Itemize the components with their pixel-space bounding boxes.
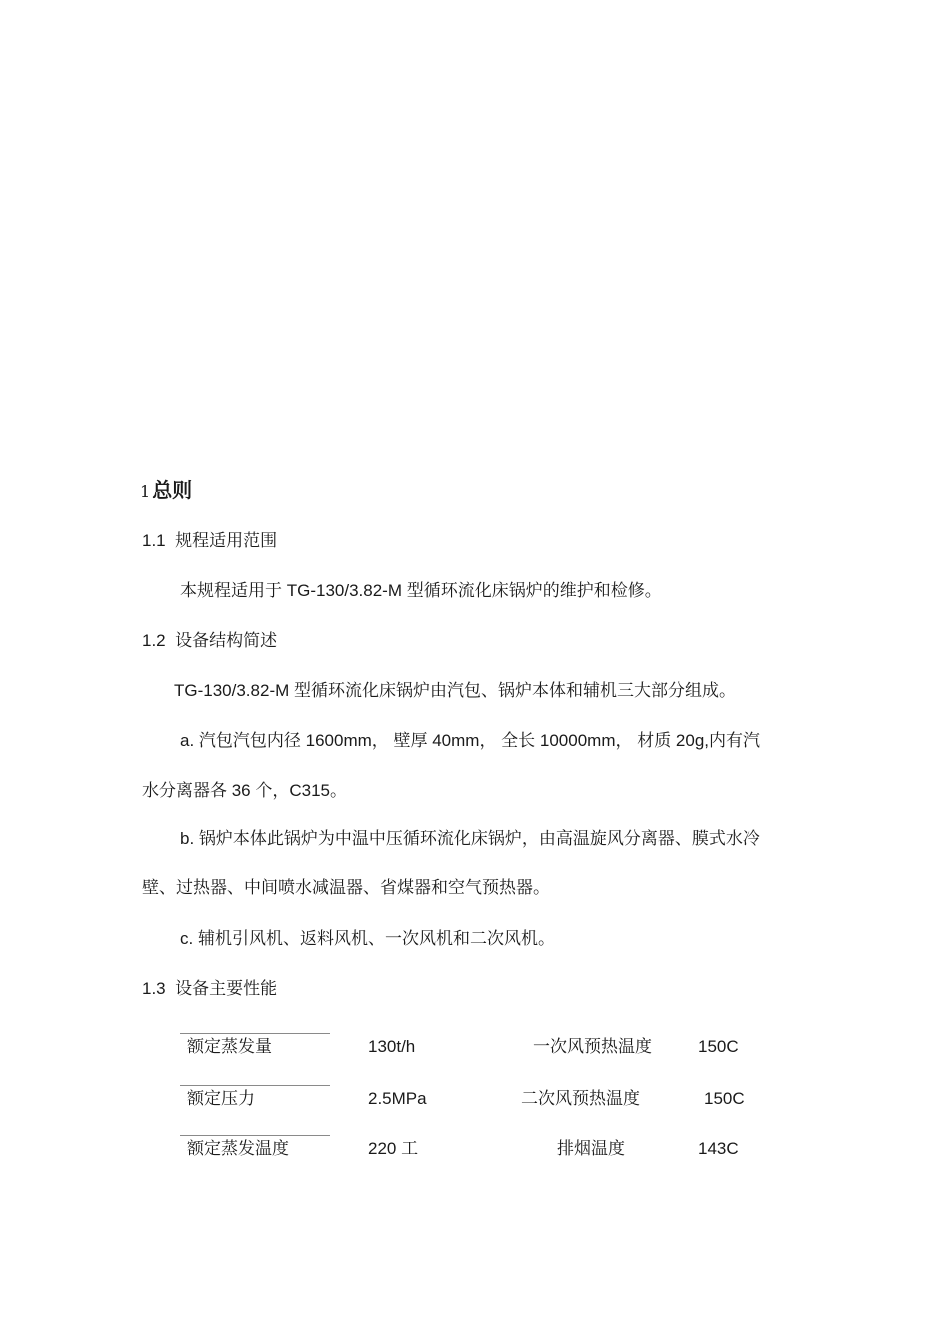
performance-label-left: 额定蒸发量 xyxy=(187,1037,272,1056)
row-divider xyxy=(180,1033,330,1034)
row-divider xyxy=(180,1135,330,1136)
performance-value-right: 143C xyxy=(698,1139,739,1158)
performance-label-left: 额定蒸发温度 xyxy=(187,1139,289,1158)
performance-value-left: 2.5MPa xyxy=(368,1089,427,1108)
paragraph-item-b-line2: 壁、过热器、中间喷水减温器、省煤器和空气预热器。 xyxy=(142,878,550,897)
performance-value-right: 150C xyxy=(704,1089,745,1108)
section-title: 设备结构简述 xyxy=(175,631,278,650)
performance-label-right: 二次风预热温度 xyxy=(521,1089,640,1108)
performance-value-right: 150C xyxy=(698,1037,739,1056)
chapter-title: 总则 xyxy=(152,478,193,502)
chapter-heading xyxy=(140,477,192,505)
paragraph-item-b-line1: b. 锅炉本体此锅炉为中温中压循环流化床锅炉，由高温旋风分离器、膜式水冷 xyxy=(180,829,760,848)
section-heading-1-1 xyxy=(142,530,277,552)
performance-value-left: 220 工 xyxy=(368,1139,419,1158)
paragraph-structure-intro: TG-130/3.82-M 型循环流化床锅炉由汽包、锅炉本体和辅机三大部分组成。 xyxy=(174,681,736,700)
section-heading-1-3 xyxy=(142,978,277,1000)
section-number: 1.1 xyxy=(142,531,166,550)
section-number: 1.2 xyxy=(142,631,166,650)
section-title: 规程适用范围 xyxy=(175,531,278,550)
section-title: 设备主要性能 xyxy=(175,979,278,998)
paragraph-item-a-line1: a. 汽包汽包内径 1600mm， 壁厚 40mm， 全长 10000mm， 材质 20g,内有汽 xyxy=(180,731,761,750)
paragraph-scope: 本规程适用于 TG-130/3.82-M 型循环流化床锅炉的维护和检修。 xyxy=(180,581,662,600)
section-number: 1.3 xyxy=(142,979,166,998)
performance-label-left: 额定压力 xyxy=(187,1089,255,1108)
performance-label-right: 排烟温度 xyxy=(557,1139,625,1158)
performance-value-left: 130t/h xyxy=(368,1037,416,1056)
paragraph-item-c: c. 辅机引风机、返料风机、一次风机和二次风机。 xyxy=(180,929,555,948)
chapter-number: 1 xyxy=(140,482,151,501)
section-heading-1-2 xyxy=(142,630,277,652)
performance-label-right: 一次风预热温度 xyxy=(533,1037,652,1056)
paragraph-item-a-line2: 水分离器各 36 个，C315。 xyxy=(142,781,347,800)
row-divider xyxy=(180,1085,330,1086)
